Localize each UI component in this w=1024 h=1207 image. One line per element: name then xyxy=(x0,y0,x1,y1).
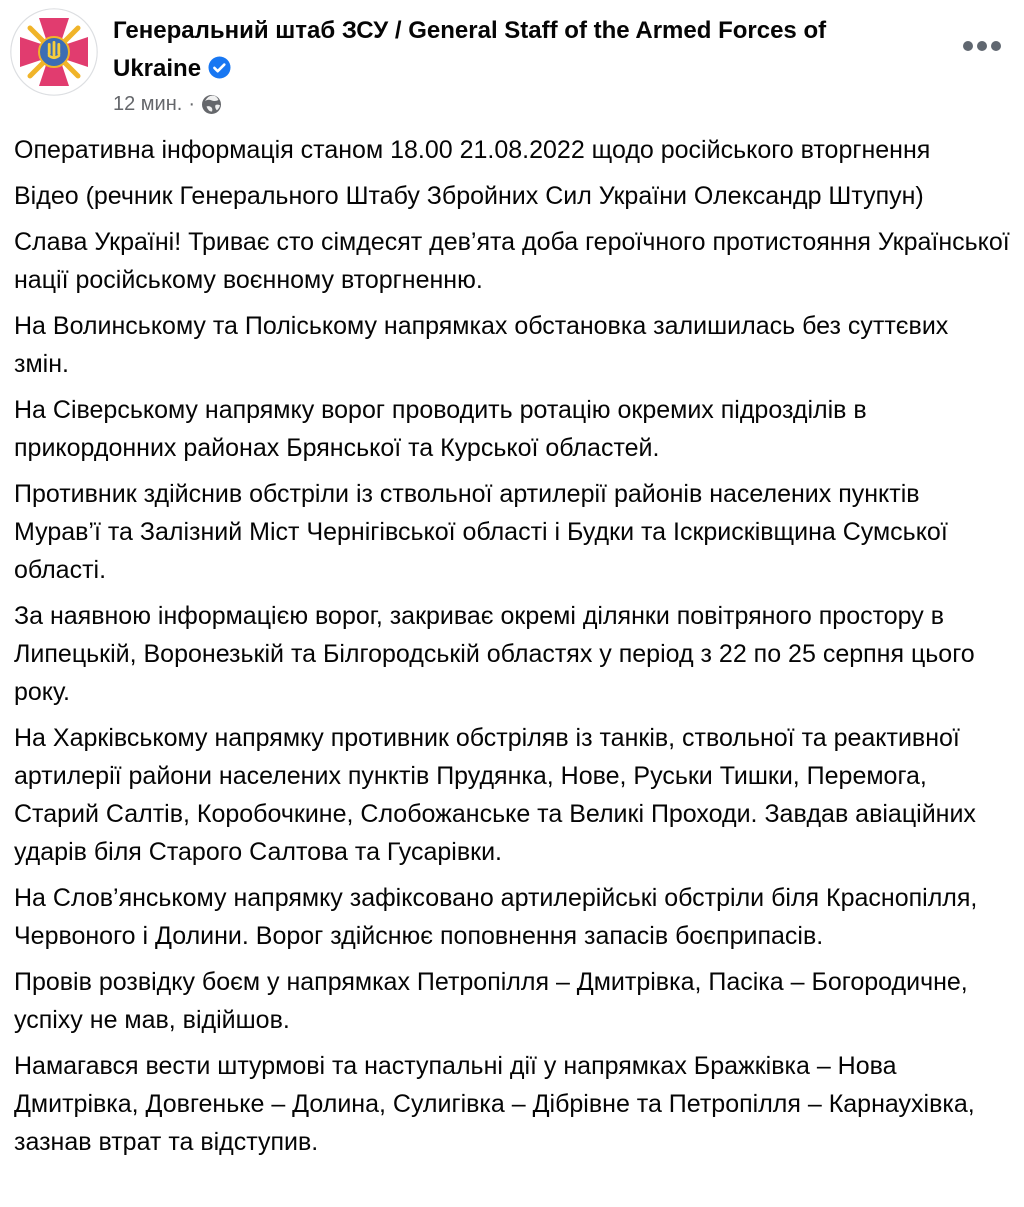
ellipsis-icon xyxy=(991,41,1001,51)
post-paragraph: На Сіверському напрямку ворог проводить ротацію окремих підрозділів в прикордонних районах Брянської та Курської областей. xyxy=(14,396,867,462)
post-paragraph: Намагався вести штурмові та наступальні дії у напрямках Бражківка – Нова Дмитрівка, Довгеньке – Долина, Сулигівка – Дібрівне та Петропілля – Карнаухівка, зазнав втрат та відступив. xyxy=(14,1052,975,1156)
ellipsis-icon xyxy=(977,41,987,51)
post-paragraph: Противник здійснив обстріли із ствольної артилерії районів населених пунктів Мурав’ї та Залізний Міст Чернігівської області і Будки та Іскрисківщина Сумської області. xyxy=(14,480,948,584)
post-paragraph: Слава Україні! Триває сто сімдесят дев’ята доба героїчного протистояння Української нації російському воєнному вторгненню. xyxy=(14,228,1010,294)
more-options-button[interactable] xyxy=(956,28,1008,64)
page-name[interactable]: Генеральний штаб ЗСУ / General Staff of the Armed Forces of Ukraine xyxy=(113,17,827,82)
ellipsis-icon xyxy=(963,41,973,51)
meta-separator: · xyxy=(188,93,195,115)
post-header xyxy=(0,0,1024,116)
post-paragraph: Провів розвідку боєм у напрямках Петропілля – Дмитрівка, Пасіка – Богородичне, успіху не мав, відійшов. xyxy=(14,968,968,1034)
post-text xyxy=(0,116,1024,1161)
post-paragraph: Оперативна інформація станом 18.00 21.08.2022 щодо російського вторгнення xyxy=(14,136,931,164)
verified-badge-icon xyxy=(208,53,231,76)
timestamp[interactable]: 12 мин. xyxy=(113,93,183,115)
post-meta xyxy=(113,92,948,116)
post-paragraph: На Слов’янському напрямку зафіксовано артилерійські обстріли біля Краснопілля, Червоного і Долини. Ворог здійснює поповнення запасів боєприпасів. xyxy=(14,884,978,950)
post-paragraph: Відео (речник Генерального Штабу Збройних Сил України Олександр Штупун) xyxy=(14,182,924,210)
post-paragraph: На Волинському та Поліському напрямках обстановка залишилась без суттєвих змін. xyxy=(14,312,949,378)
author-line xyxy=(113,12,913,88)
header-info xyxy=(113,8,948,116)
post-paragraph: За наявною інформацією ворог, закриває окремі ділянки повітряного простору в Липецькій, Воронезькій та Білгородській областях у період з 22 по 25 серпня цього року. xyxy=(14,602,975,706)
post-paragraph: На Харківському напрямку противник обстріляв із танків, ствольної та реактивної артилерії райони населених пунктів Прудянка, Нове, Руськи Тишки, Перемога, Старий Салтів, Коробочкине, Слобожанське та Великі Проходи. Завдав авіаційних ударів біля Старого Салтова та Гусарівки. xyxy=(14,724,976,866)
avatar[interactable] xyxy=(10,8,98,96)
globe-icon xyxy=(201,94,222,115)
ukraine-general-staff-emblem-icon xyxy=(10,8,98,96)
